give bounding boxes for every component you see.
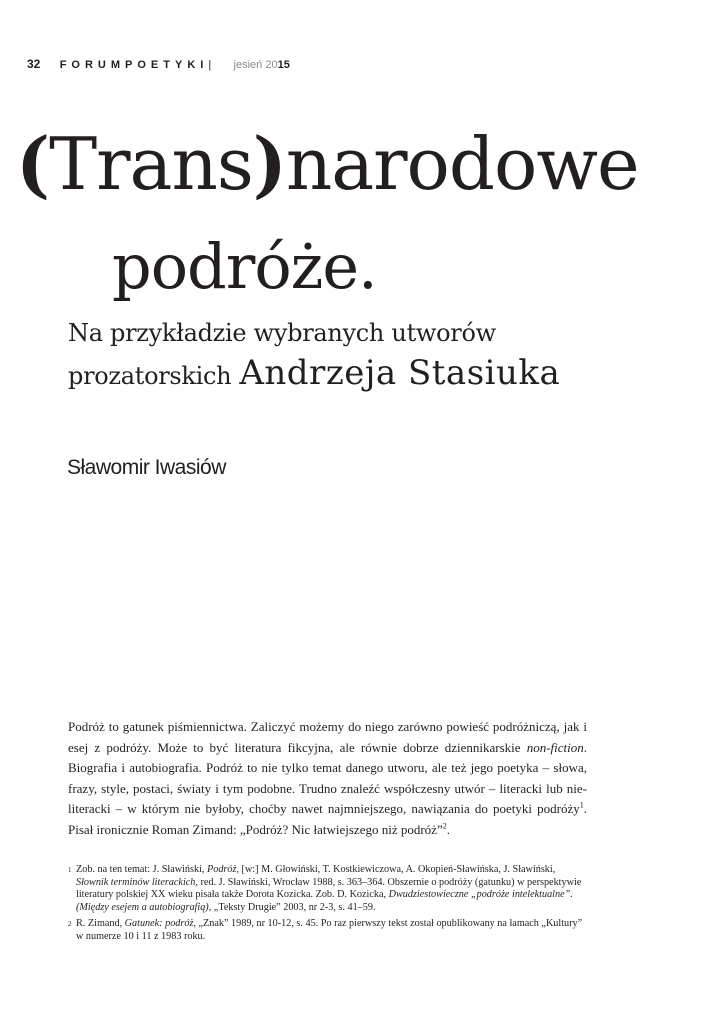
subtitle-author-name: Andrzeja Stasiuka bbox=[239, 353, 561, 393]
article-subtitle-line-2 bbox=[68, 353, 560, 393]
footnote-2 bbox=[68, 918, 588, 943]
footnote-1-italic-c: Dwudziestowieczne „podróże intelektualne”. (Między esejem a autobiografią) bbox=[76, 889, 573, 913]
footnote-1-text-d: , „Teksty Drugie” 2003, nr 2-3, s. 41–59. bbox=[208, 901, 376, 913]
journal-name bbox=[60, 59, 216, 71]
title-open-paren: ( bbox=[16, 121, 50, 206]
footnote-1-text-c: , red. J. Sławiński, Wrocław 1988, s. 363–364. Obszernie o podróży (gatunku) w perspektywie literatury polskiej XX wieku pisała także Dorota Kozicka. Zob. D. Kozicka, bbox=[76, 876, 582, 901]
issue-season bbox=[234, 59, 290, 71]
body-part-1: Podróż to gatunek piśmiennictwa. Zaliczyć możemy do niego zarówno powieść podróżniczą, jak i esej z podróży. Może to być literatura fikcyjna, ale równie dobrze dziennikarskie bbox=[68, 719, 587, 755]
article-author: Sławomir Iwasiów bbox=[67, 456, 226, 479]
title-narodowe: narodowe bbox=[285, 122, 639, 206]
footnote-1 bbox=[68, 864, 588, 914]
footnote-2-text-b: , „Znak” 1989, nr 10-12, s. 45. Po raz pierwszy tekst został opublikowany na łamach „Kultury” w numerze 10 i 11 z 1983 roku. bbox=[76, 918, 583, 942]
footnote-2-italic-a: Gatunek: podróż bbox=[124, 918, 194, 930]
footnote-1-italic-b: Słownik terminów literackich bbox=[76, 876, 196, 888]
footnote-2-text-a: R. Zimand, bbox=[76, 918, 125, 930]
footnote-1-text-b: , [w:] M. Głowiński, T. Kostkiewiczowa, A. Okopień-Sławińska, J. Sławiński, bbox=[236, 864, 556, 875]
season-year: 15 bbox=[277, 59, 290, 71]
article-subtitle-line-1: Na przykładzie wybranych utworów bbox=[68, 319, 496, 347]
body-paragraph bbox=[68, 717, 587, 841]
body-part-2: . Biografia i autobiografia. Podróż to nie tylko temat danego utworu, ale też jego poetyka – słowa, frazy, style, postaci, światy i tym podobne. Trudno znaleźć współczesny utwór – literacki lub nie-literacki – w którym nie byłoby, choćby nawet najmniejszego, nawiązania do poetyki podróży bbox=[68, 739, 587, 817]
season-text: jesień 20 bbox=[233, 59, 278, 71]
article-title-line-1 bbox=[16, 121, 639, 206]
footnote-1-italic-a: Podróż bbox=[207, 864, 237, 875]
running-header bbox=[27, 57, 290, 71]
body-part-3: . Pisał ironicznie Roman Zimand: „Podróż? Nic łatwiejszego niż podróż” bbox=[68, 801, 587, 837]
body-part-4: . bbox=[446, 821, 450, 837]
journal-bar: | bbox=[208, 59, 217, 71]
footnotes bbox=[68, 864, 588, 948]
footnote-1-text-a: Zob. na ten temat: J. Sławiński, bbox=[76, 864, 208, 875]
subtitle-small: prozatorskich bbox=[68, 362, 232, 390]
footnote-ref-2[interactable]: 2 bbox=[442, 821, 447, 831]
journal-name-light: POETYKI bbox=[125, 59, 209, 71]
title-trans: Trans bbox=[49, 122, 253, 206]
footnote-ref-1[interactable]: 1 bbox=[579, 801, 584, 811]
article-title-line-2: podróże. bbox=[112, 230, 377, 303]
footnote-1-number: 1 bbox=[68, 866, 72, 874]
title-close-paren: ) bbox=[252, 121, 286, 206]
journal-name-bold: FORUM bbox=[59, 59, 126, 71]
body-italic-non-fiction: non-fiction bbox=[526, 739, 584, 755]
footnote-2-number: 2 bbox=[68, 920, 72, 929]
page-number: 32 bbox=[27, 57, 41, 71]
